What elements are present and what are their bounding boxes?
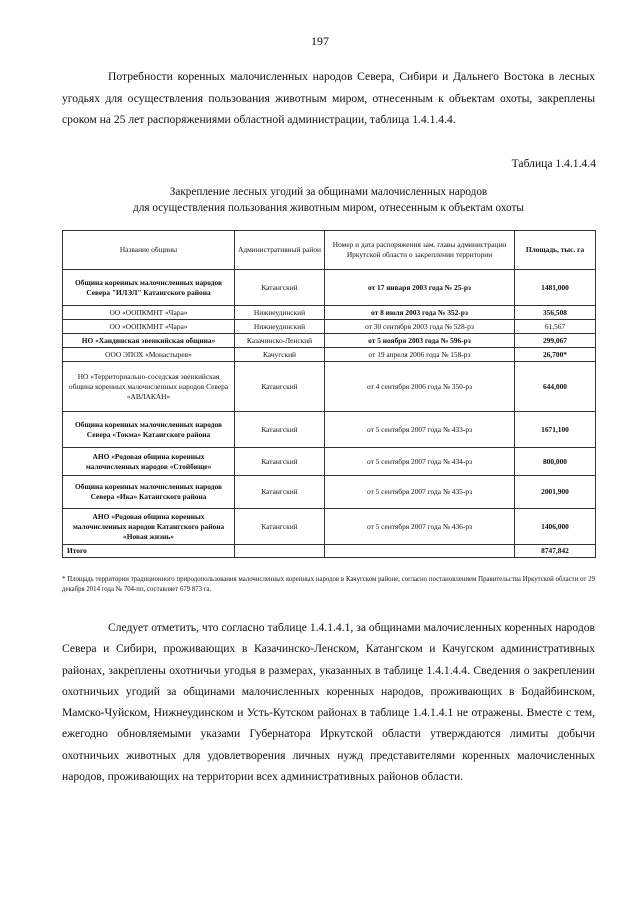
- cell-order: от 4 сентября 2006 года № 350-рз: [325, 362, 515, 412]
- table-row: [63, 476, 596, 509]
- cell-total-label: Итого: [63, 545, 235, 558]
- cell-district: Катангский: [235, 476, 325, 509]
- cell-order: от 17 января 2003 года № 25-рз: [325, 270, 515, 306]
- cell-district: Катангский: [235, 448, 325, 476]
- table-row: [63, 348, 596, 362]
- cell-community: Община коренных малочисленных народов Севера «Токма» Катангского района: [63, 412, 235, 448]
- header-area: Площадь, тыс. га: [515, 231, 596, 270]
- header-order: Номер и дата распоряжения зам. главы администрации Иркутской области о закреплении территории: [325, 231, 515, 270]
- cell-order: от 5 сентября 2007 года № 433-рз: [325, 412, 515, 448]
- cell-area: 1481,000: [515, 270, 596, 306]
- table-row: [63, 412, 596, 448]
- cell-order: от 5 сентября 2007 года № 436-рз: [325, 509, 515, 545]
- cell-community: Община коренных малочисленных народов Севера «Ика» Катангского района: [63, 476, 235, 509]
- closing-paragraph: Следует отметить, что согласно таблице 1.4.1.4.1, за общинами малочисленных коренных народов Севера и Сибири, проживающих в Казачинско-Ленском, Катангском и Качугском административных районах, закреплены охотничьи угодья в размерах, указанных в таблице 1.4.1.4.4. Сведения о закреплении охотничьих угодий за общинами малочисленных коренных народов, проживающих в Бодайбинском, Мамско-Чуйском, Нижнеудинском и Усть-Кутском районах в таблице 1.4.1.4.1 не отражены. Вместе с тем, ежегодно обновляемыми указами Губернатора Иркутской области утверждаются лимиты добычи охотничьих животных для удовлетворения личных нужд представителями коренных малочисленных народов, проживающих на территории всех административных районов области.: [62, 621, 595, 784]
- cell-order: от 5 сентября 2007 года № 434-рз: [325, 448, 515, 476]
- cell-order: от 5 ноября 2003 года № 596-рз: [325, 334, 515, 348]
- page-number: 197: [311, 34, 329, 48]
- table-title-line-2: для осуществления пользования животным миром, отнесенным к объектам охоты: [133, 202, 524, 214]
- cell-area: 1671,100: [515, 412, 596, 448]
- cell-area: 2001,900: [515, 476, 596, 509]
- cell-district: Казачинско-Ленский: [235, 334, 325, 348]
- table-header-row: [63, 231, 596, 270]
- cell-community: ОО «ООПКМНТ «Чара»: [63, 320, 235, 334]
- table-title: [62, 184, 595, 216]
- cell-order: от 5 сентября 2007 года № 435-рз: [325, 476, 515, 509]
- cell-district: Катангский: [235, 412, 325, 448]
- cell-empty: [235, 545, 325, 558]
- header-district: Административный район: [235, 231, 325, 270]
- intro-paragraph: Потребности коренных малочисленных народов Севера, Сибири и Дальнего Востока в лесных угодьях для осуществления пользования животным миром, отнесенным к объектам охоты, закреплены сроком на 25 лет распоряжениями областной администрации, таблица 1.4.1.4.4.: [62, 70, 595, 126]
- cell-area: 644,000: [515, 362, 596, 412]
- cell-order: от 8 июля 2003 года № 352-рз: [325, 306, 515, 320]
- table-row: [63, 334, 596, 348]
- cell-area: 61,567: [515, 320, 596, 334]
- cell-community: АНО «Родовая община коренных малочисленных народов «Стойбище»: [63, 448, 235, 476]
- header-community-name: Название общины: [63, 231, 235, 270]
- cell-community: ООО ЭПОХ «Монастырев»: [63, 348, 235, 362]
- cell-district: Нижнеудинский: [235, 320, 325, 334]
- cell-community: АНО «Родовая община коренных малочисленных народов Катангского района «Новая жизнь»: [63, 509, 235, 545]
- cell-district: Катангский: [235, 509, 325, 545]
- cell-district: Катангский: [235, 270, 325, 306]
- cell-district: Катангский: [235, 362, 325, 412]
- cell-area: 356,508: [515, 306, 596, 320]
- table-row: [63, 306, 596, 320]
- cell-area: 1406,000: [515, 509, 596, 545]
- cell-community: НО «Хандинская эвенкийская община»: [63, 334, 235, 348]
- cell-community: Община коренных малочисленных народов Севера "ИЛЭЛ" Катангского района: [63, 270, 235, 306]
- cell-district: Нижнеудинский: [235, 306, 325, 320]
- cell-order: от 30 сентября 2003 года № 528-рз: [325, 320, 515, 334]
- table-label: Таблица 1.4.1.4.4: [511, 157, 596, 170]
- table-total-row: [63, 545, 596, 558]
- table-row: [63, 320, 596, 334]
- table-footnote: * Площадь территории традиционного природопользования малочисленных коренных народов в Качугском районе, согласно постановлением Правительства Иркутской области от 29 декабря 2014 года № 704-пп, составляет 679 873 га.: [62, 576, 595, 593]
- cell-total-value: 8747,842: [515, 545, 596, 558]
- cell-district: Качугский: [235, 348, 325, 362]
- cell-empty: [325, 545, 515, 558]
- table-row: [63, 362, 596, 412]
- cell-area: 26,700*: [515, 348, 596, 362]
- table-row: [63, 270, 596, 306]
- table-row: [63, 448, 596, 476]
- cell-area: 299,067: [515, 334, 596, 348]
- cell-community: НО «Территориально-соседская эвенкийская община коренных малочисленных народов Севера «АВЛАКАН»: [63, 362, 235, 412]
- table-title-line-1: Закрепление лесных угодий за общинами малочисленных народов: [169, 186, 488, 198]
- cell-community: ОО «ООПКМНТ «Чара»: [63, 306, 235, 320]
- registry-table: [62, 230, 596, 558]
- cell-area: 800,000: [515, 448, 596, 476]
- cell-order: от 19 апреля 2006 года № 158-рз: [325, 348, 515, 362]
- table-row: [63, 509, 596, 545]
